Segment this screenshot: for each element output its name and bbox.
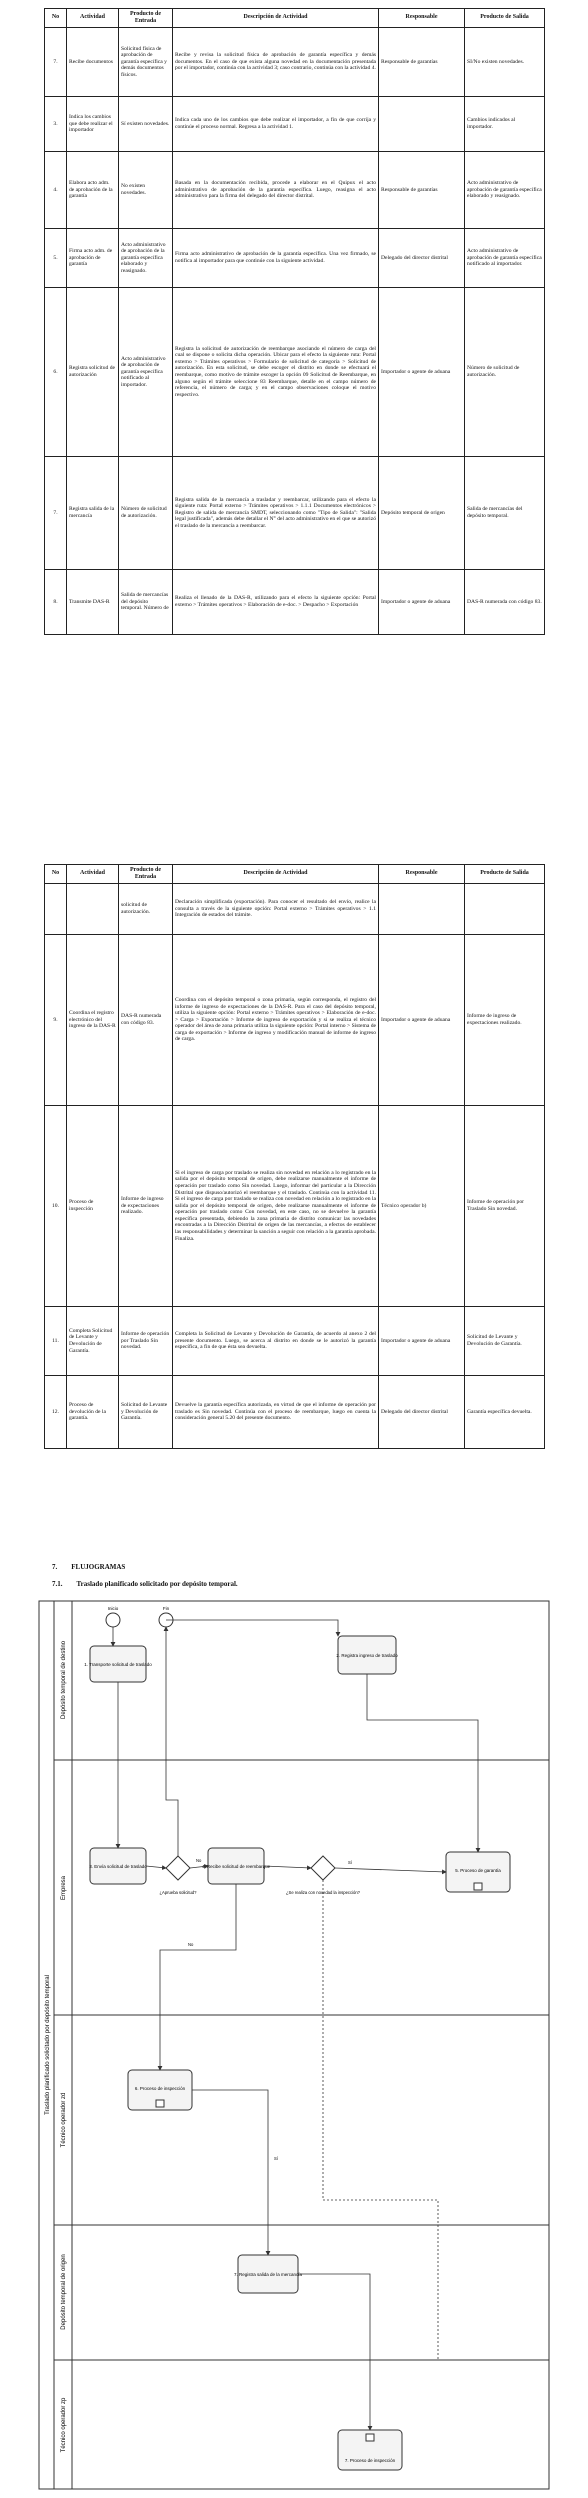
- table-row: [45, 229, 545, 288]
- cell-responsable: [379, 884, 465, 935]
- cell-no: 11.: [45, 1307, 67, 1376]
- table-header-row: [45, 9, 545, 28]
- lane-label-deposito-origen: Depósito temporal de origen: [61, 2254, 67, 2330]
- header-salida: Producto de Salida: [465, 865, 545, 884]
- cell-responsable: Técnico operador b): [379, 1106, 465, 1307]
- table-row: [45, 97, 545, 152]
- cell-no: 7.: [45, 457, 67, 570]
- cell-responsable: Importador o agente de aduana: [379, 1307, 465, 1376]
- task-proceso-inspeccion-zp: [338, 2430, 402, 2470]
- cell-actividad: Completa Solicitud de Levante y Devolución de Garantía.: [67, 1307, 119, 1376]
- cell-entrada: Informe de operación por Traslado Sin novedad.: [119, 1307, 173, 1376]
- section-title: FLUJOGRAMAS: [71, 1563, 126, 1571]
- cell-descripcion: Firma acto administrativo de aprobación de la garantía específica. Una vez firmado, se notifica al importador para que continúe con la siguiente actividad.: [173, 229, 379, 288]
- cell-responsable: Delegado del director distrital: [379, 229, 465, 288]
- task-label: 5. Proceso de garantía: [455, 1868, 501, 1873]
- cell-actividad: Elabora acto adm. de aprobación de la garantía: [67, 152, 119, 229]
- cell-salida: Solicitud de Levante y Devolución de Garantía.: [465, 1307, 545, 1376]
- task-registra-ingreso: [336, 1636, 398, 1674]
- table-row: [45, 1106, 545, 1307]
- cell-salida: Salida de mercancías del depósito temporal.: [465, 457, 545, 570]
- table-row: [45, 935, 545, 1106]
- header-responsable: Responsable: [379, 9, 465, 28]
- subsection-title: Traslado planificado solicitado por depósito temporal.: [76, 1580, 238, 1588]
- start-event-label: Inicio: [107, 1606, 119, 1611]
- task-label: 2. Registra ingreso de traslado: [336, 1653, 398, 1658]
- cell-responsable: Responsable de garantías: [379, 28, 465, 97]
- cell-descripcion: Declaración simplificada (exportación). Para conocer el resultado del envío, realice la consulta a través de la siguiente opción: Portal externo > Trámites operativos > 1.1 Integración de estados del trámite.: [173, 884, 379, 935]
- activities-table-2: [44, 864, 545, 1449]
- cell-actividad: Recibe documentos: [67, 28, 119, 97]
- cell-entrada: Sí existen novedades.: [119, 97, 173, 152]
- cell-descripcion: Completa la Solicitud de Levante y Devolución de Garantía, de acuerdo al anexo 2 del presente documento. Luego, se acerca al distrito en donde se le autorizó la garantía específica, a fin de que ésta sea devuelta.: [173, 1307, 379, 1376]
- cell-responsable: Delegado del director distrital: [379, 1376, 465, 1449]
- cell-descripcion: Devuelve la garantía específica autorizada, en virtud de que el informe de operación por traslado es Sin novedad. Continúa con el proceso de reembarque, luego en cuenta la consideración general 5.20 del presente documento.: [173, 1376, 379, 1449]
- cell-descripcion: Basada en la documentación recibida, procede a elaborar en el Quipux el acto administrativo de aprobación de la garantía específica. Luego, reasigna el acto administrativo para la firma del delegado del director distrital.: [173, 152, 379, 229]
- gateway-label: ¿Aprueba solicitud?: [159, 1890, 197, 1895]
- subsection-heading: [52, 1580, 238, 1588]
- cell-actividad: Coordina el registro electrónico del ingreso de la DAS-R: [67, 935, 119, 1106]
- table-row: [45, 1376, 545, 1449]
- section-heading-flujogramas: [52, 1563, 125, 1571]
- cell-actividad: Indica los cambios que debe realizar el importador: [67, 97, 119, 152]
- task-label: 3. Envía solicitud de traslado: [89, 1864, 147, 1869]
- start-event: [106, 1613, 120, 1627]
- cell-descripcion: Registra salida de la mercancía a trasladar y reembarcar, utilizando para el efecto la siguiente ruta: Portal externo > Trámites operativos > 1.1.1 Documentos electrónicos > Registro de salida de mercancía SMDT, seleccionando como "Tipo de Salida": "Salida legal justificada", además debe detallar el N° del acto administrativo en el que se autorizó el traslado de la mercancía a reembarcar.: [173, 457, 379, 570]
- task-label: 6. Proceso de inspección: [134, 2086, 186, 2091]
- cell-no: [45, 884, 67, 935]
- activities-table-1: [44, 8, 545, 635]
- cell-actividad: Registra solicitud de autorización: [67, 288, 119, 457]
- cell-actividad: Proceso de inspección: [67, 1106, 119, 1307]
- cell-no: 6.: [45, 288, 67, 457]
- cell-descripcion: Indica cada uno de los cambios que debe realizar el importador, a fin de que corrija y continúe el proceso normal. Regresa a la actividad 1.: [173, 97, 379, 152]
- header-entrada: Producto de Entrada: [119, 9, 173, 28]
- task-label: 7. Proceso de inspección: [344, 2458, 396, 2463]
- subsection-number: 7.1.: [52, 1580, 63, 1588]
- table-row: [45, 1307, 545, 1376]
- task-label: 4. Recibe solicitud de reembarque: [201, 1864, 271, 1869]
- start-event-2-label: Fin: [162, 1606, 170, 1611]
- flow-label-si-2: Sí: [274, 2156, 278, 2161]
- cell-actividad: Firma acto adm. de aprobación de garantía: [67, 229, 119, 288]
- lane-label-tecnico-zp: Técnico operador zp: [61, 2397, 67, 2453]
- cell-responsable: Importador o agente de aduana: [379, 570, 465, 635]
- header-no: No: [45, 9, 67, 28]
- cell-no: 3.: [45, 97, 67, 152]
- cell-no: 7.: [45, 28, 67, 97]
- cell-entrada: Número de solicitud de autorización.: [119, 457, 173, 570]
- table-row: [45, 570, 545, 635]
- header-descripcion: Descripción de Actividad: [173, 9, 379, 28]
- header-actividad: Actividad: [67, 9, 119, 28]
- task-recibe-solicitud: [202, 1848, 271, 1884]
- cell-no: 12.: [45, 1376, 67, 1449]
- task-label: 1. Transporte solicitud de traslado: [84, 1662, 152, 1667]
- header-responsable: Responsable: [379, 865, 465, 884]
- cell-salida: Acto administrativo de aprobación de garantía específica notificado al importador.: [465, 229, 545, 288]
- cell-actividad: Transmite DAS-R: [67, 570, 119, 635]
- cell-entrada: Solicitud física de aprobación de garantía específica y demás documentos físicos.: [119, 28, 173, 97]
- cell-salida: Acto administrativo de aprobación de garantía específica elaborado y reasignado.: [465, 152, 545, 229]
- section-number: 7.: [52, 1563, 58, 1571]
- cell-salida: DAS-R numerada con código 83.: [465, 570, 545, 635]
- cell-entrada: Acto administrativo de aprobación de garantía específica notificado al importador.: [119, 288, 173, 457]
- cell-descripcion: Recibe y revisa la solicitud física de aprobación de garantía específica y demás documentos. En el caso de que exista alguna novedad en la documentación presentada por el importador, continúa con la actividad 3; caso contrario, continúa con la actividad 4.: [173, 28, 379, 97]
- header-actividad: Actividad: [67, 865, 119, 884]
- table-row: [45, 884, 545, 935]
- lane-label-empresa: Empresa: [61, 1875, 67, 1901]
- table-row: [45, 288, 545, 457]
- cell-descripcion: Registra la solicitud de autorización de reembarque asociando el número de carga del cual se dispone o solicita dicha operación. Ubicar para el efecto la siguiente ruta: Portal externo > Trámites operativos > Formulario de solicitud de categoría > Solicitud de autorización. En esta solicitud, se debe escoger el distrito en donde se efectuará el reembarque, como motivo de trámite escoger la opción 09 Solicitud de Reembarque, en alguno según el trámite seleccione 83 Reembarque, detalle en el campo número de referencia, el número de carga; y en el campo observaciones coloque el motivo respectivo.: [173, 288, 379, 457]
- cell-responsable: Importador o agente de aduana: [379, 935, 465, 1106]
- cell-salida: Garantía específica devuelta.: [465, 1376, 545, 1449]
- gateway-label: ¿Se realiza con novedad la inspección?: [285, 1890, 361, 1895]
- table-row: [45, 457, 545, 570]
- cell-salida: Informe de operación por Traslado Sin novedad.: [465, 1106, 545, 1307]
- task-proceso-garantia: [446, 1852, 510, 1892]
- cell-no: 8.: [45, 570, 67, 635]
- task-envia-solicitud: [89, 1848, 147, 1884]
- cell-descripcion: Si el ingreso de carga por traslado se realiza sin novedad en relación a lo registrado en la salida por el depósito temporal de origen, debe realizarse manualmente el informe de operación por traslado como Sin novedad. Luego, informar del particular a la Dirección Distrital que dispuso/autorizó el reembarque y el traslado. Continúa con la actividad 11. Si el ingreso de carga por traslado se realiza con novedad en relación a lo registrado en la salida por el depósito temporal de origen, debe realizarse manualmente el informe de operación por traslado como Con novedad, en este caso, no se devuelve la garantía específica presentada, debiendo la zona primaria de distrito comunicar las novedades encontradas a la Dirección Distrital de origen de las mercancías, a efectos de establecer las responsabilidades y determinar la sanción a seguir con relación a la garantía aprobada. Finaliza.: [173, 1106, 379, 1307]
- cell-entrada: Salida de mercancías del depósito temporal. Número de: [119, 570, 173, 635]
- task-transporte-solicitud: [84, 1646, 152, 1682]
- cell-responsable: Importador o agente de aduana: [379, 288, 465, 457]
- header-entrada: Producto de Entrada: [119, 865, 173, 884]
- task-proceso-inspeccion: [128, 2070, 192, 2110]
- cell-salida: Cambios indicados al importador.: [465, 97, 545, 152]
- cell-salida: Número de solicitud de autorización.: [465, 288, 545, 457]
- cell-entrada: DAS-R numerada con código 83.: [119, 935, 173, 1106]
- cell-actividad: Registra salida de la mercancía: [67, 457, 119, 570]
- cell-actividad: Proceso de devolución de la garantía.: [67, 1376, 119, 1449]
- pool-border: [39, 1601, 549, 2489]
- flow-label-no-2: No: [188, 1942, 194, 1947]
- header-salida: Producto de Salida: [465, 9, 545, 28]
- cell-entrada: Informe de ingreso de expectaciones realizado.: [119, 1106, 173, 1307]
- cell-entrada: solicitud de autorización.: [119, 884, 173, 935]
- header-descripcion: Descripción de Actividad: [173, 865, 379, 884]
- cell-no: 4.: [45, 152, 67, 229]
- lane-label-deposito-destino: Depósito temporal de destino: [61, 1640, 67, 1720]
- header-no: No: [45, 865, 67, 884]
- cell-no: 9.: [45, 935, 67, 1106]
- flowchart-diagram: [38, 1600, 550, 2490]
- cell-responsable: Responsable de garantías: [379, 152, 465, 229]
- cell-actividad: [67, 884, 119, 935]
- cell-entrada: Solicitud de Levante y Devolución de Garantía.: [119, 1376, 173, 1449]
- cell-no: 10.: [45, 1106, 67, 1307]
- cell-entrada: Acto administrativo de aprobación de la garantía específica elaborado y reasignado.: [119, 229, 173, 288]
- table-row: [45, 28, 545, 97]
- flow-label-no: No: [196, 1858, 202, 1863]
- cell-salida: [465, 884, 545, 935]
- table-header-row: [45, 865, 545, 884]
- cell-salida: SI/No existen novedades.: [465, 28, 545, 97]
- cell-entrada: No existen novedades.: [119, 152, 173, 229]
- cell-salida: Informe de ingreso de expectaciones realizado.: [465, 935, 545, 1106]
- lane-label-tecnico-zd: Técnico operador zd: [61, 2092, 67, 2148]
- flow-label-si: Sí: [348, 1860, 352, 1865]
- cell-descripcion: Coordina con el depósito temporal o zona primaria, según corresponda, el registro del informe de ingreso de expectaciones de la DAS-R. Para el caso del depósito temporal, utiliza la siguiente opción: Portal externo > Trámites operativos > Elaboración de e-doc. > Carga > Exportación > Informe de ingreso de exportación y si se realiza el técnico operador del área de zona primaria utiliza la siguiente opción: Portal interno > Sistema de carga de exportación > Informe de ingreso y modificación manual de informe de ingreso de carga.: [173, 935, 379, 1106]
- table-row: [45, 152, 545, 229]
- cell-responsable: [379, 97, 465, 152]
- cell-responsable: Depósito temporal de origen: [379, 457, 465, 570]
- task-registra-salida: [234, 2255, 303, 2293]
- cell-no: 5.: [45, 229, 67, 288]
- task-label: 7. Registra salida de la mercancía: [233, 2272, 303, 2277]
- cell-descripcion: Realiza el llenado de la DAS-R, utilizando para el efecto la siguiente opción: Portal externo > Trámites operativos > Elaboración de e-doc. > Despacho > Exportación: [173, 570, 379, 635]
- pool-label: Traslado planificado solicitado por depósito temporal: [45, 1975, 51, 2115]
